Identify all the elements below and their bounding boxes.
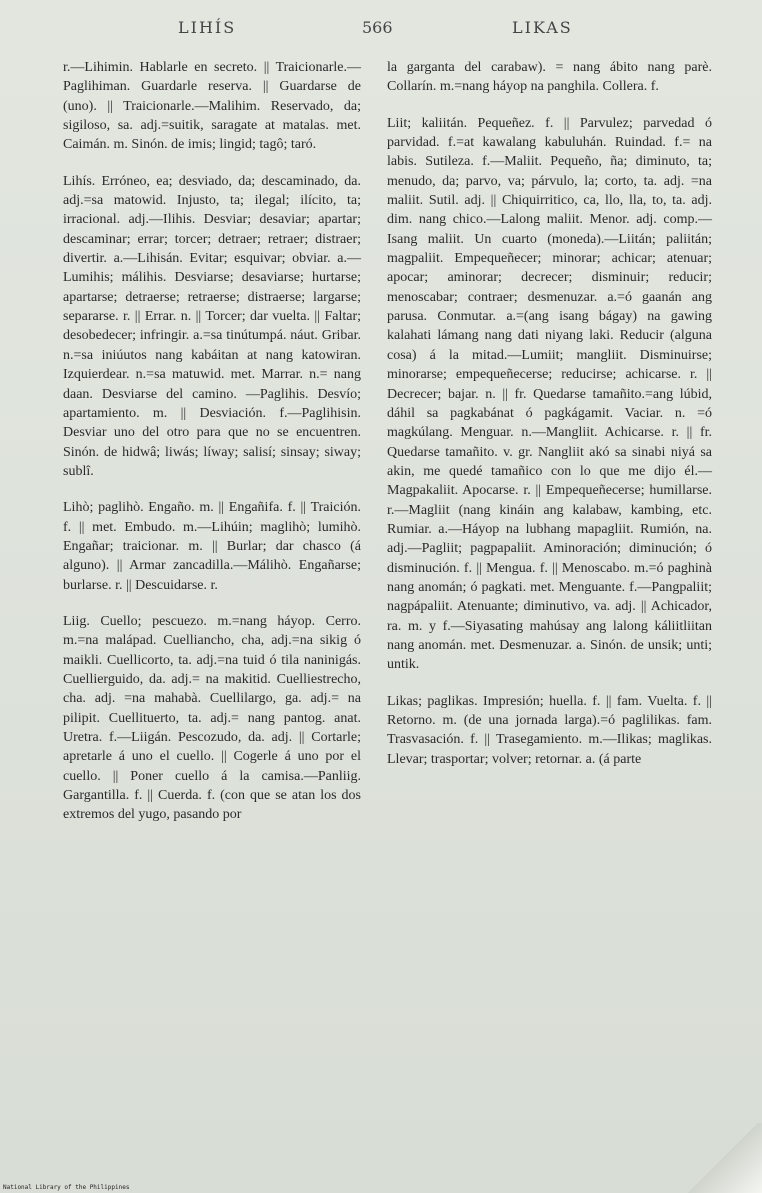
entry-lihis: Lihís. Erróneo, ea; desviado, da; descaminado, da. adj.=sa matowid. Injusto, ta; ilegal; ilícito, ta; irracional. adj.—Ilihis. Desviar; desaviar; apartar; descaminar; errar; torcer; detraer; retraer; distraer; divertir. a.—Lihisán. Evitar; esquivar; obviar. a.—Lumihis; málihis. Desviarse; desaviarse; hurtarse; apartarse; detraerse; retraerse; distraerse; largarse; separarse. r. || Errar. n. || Torcer; dar vuelta. || Faltar; desobedecer; infringir. a.=sa tinútumpá. náut. Gribar. n.=sa iniúutos nang kabáitan at nang katowiran. Izquierdear. n.=sa matuwid. met. Marrar. n.= nang daan. Desviarse del camino. —Paglihis. Desvío; apartamiento. m. || Desviación. f.—Paglihisin. Desviar uno del otro para que no se encuentren. Sinón. de hidwâ; liwás; líway; salisí; sinsay; siway; sublî. bbox=[63, 173, 361, 479]
page-number: 566 bbox=[362, 18, 393, 37]
entry-liig: Liig. Cuello; pescuezo. m.=nang háyop. Cerro. m.=na malápad. Cuelliancho, cha, adj.=na sikig ó maikli. Cuellicorto, ta. adj.=na tuid ó tila naninigás. Cuellierguido, da. adj.= na makitid. Cuelliestrecho, cha. adj. =na mahabà. Cuellilargo, ga. adj.= na pilipit. Cuellituerto, ta. adj.= nang pantog. anat. Uretra. f.—Liigán. Pescozudo, da. adj. || Cortarle; apretarle á uno el cuello. || Cogerle á uno por el cuello. || Poner cuello á la camisa.—Panliig. Gargantilla. f. || Cuerda. f. (con que se atan los dos extremos del yugo, pasando por bbox=[63, 613, 361, 823]
running-head-right: LIKAS bbox=[512, 18, 573, 37]
entry-likas: Likas; paglikas. Impresión; huella. f. || fam. Vuelta. f. || Retorno. m. (de una jornada larga).=ó paglilikas. fam. Trasvasación. f. || Trasegamiento. m.—Ilikas; maglikas. Llevar; trasportar; volver; retornar. a. (á parte bbox=[387, 693, 712, 767]
left-column bbox=[63, 58, 361, 825]
right-paragraph: la garganta del carabaw). = nang ábito nang parè. Collarín. m.=nang háyop na panghila. Collera. f. bbox=[387, 60, 712, 95]
running-head-left: LIHÍS bbox=[178, 18, 237, 37]
page-curl bbox=[682, 1123, 762, 1193]
entry-liit: Liit; kaliitán. Pequeñez. f. || Parvulez; parvedad ó parvidad. f.=at kawalang kabuluhán. Ruindad. f.= na labis. Sutileza. f.—Maliit. Pequeño, ña; diminuto, ta; menudo, da; parvo, va; párvulo, la; corto, ta. adj. =na maliit. Sutil. adj. || Chiquirritico, ca, llo, lla, to, ta. adj. dim. nang chico.—Lalong maliit. Menor. adj. comp.—Isang maliit. Un cuarto (moneda).—Liitán; paliitán; magpaliit. Empequeñecer; minorar; achicar; atenuar; apocar; aminorar; decrecer; disminuir; reducir; menoscabar; contraer; desmenuzar. a.=ó gaanán ang parusa. Conmutar. a.=(ang isang bágay) na gawing kalahati lámang nang dati niyang laki. Reducir (alguna cosa) á la mitad.—Lumiit; mangliit. Disminuirse; minorarse; empequeñecerse; reducirse; achicarse. r. || Decrecer; bajar. n. || fr. Quedarse tamañito.=ang lúbid, dáhil sa pagkabánat ó pagkágamit. Vaciar. n. =ó magkúlang. Menguar. n.—Mangliit. Achicarse. r. || fr. Quedarse tamañito. v. gr. Nangliit akó sa sinabi niyá sa akin, me quedé tamañico con lo que me dijo él.—Magpakaliit. Apocarse. r. || Empequeñecerse; humillarse. r.—Magliit (nang kináin ang kalabaw, kambing, etc. Rumiar. a.—Háyop na lubhang mapagliit. Rumión, na. adj.—Pagliit; pagpapaliit. Aminoración; diminución; ó disminución. f. || Mengua. f. || Menoscabo. m.=ó paghinà nang anomán; ó pagkati. met. Menguante. f.—Pangpaliit; nagpápaliit. Atenuante; diminutivo, va. adj. || Achicador, ra. m. y f.—Siyasating mahúsay ang lalong káliitliitan nang anomán. met. Desmenuzar. a. Sinón. de unsik; unti; untik. bbox=[387, 115, 712, 673]
library-credit: National Library of the Philippines bbox=[3, 1184, 130, 1191]
left-paragraph: r.—Lihimin. Hablarle en secreto. || Traicionarle.—Paglihiman. Guardarle reserva. || Guardarse de (uno). || Traicionarle.—Malihim. Reservado, da; sigiloso, sa. adj.=suitik, saragate at matalas. met. Caimán. m. Sinón. de imis; lingid; tagô; taró. bbox=[63, 60, 361, 153]
right-column bbox=[387, 58, 712, 769]
entry-liho: Lihò; paglihò. Engaño. m. || Engañifa. f. || Traición. f. || met. Embudo. m.—Lihúin; maglihò; lumihò. Engañar; traicionar. m. || Burlar; dar chasco (á alguno). || Armar zancadilla.—Málihò. Engañarse; burlarse. r. || Descuidarse. r. bbox=[63, 500, 361, 593]
